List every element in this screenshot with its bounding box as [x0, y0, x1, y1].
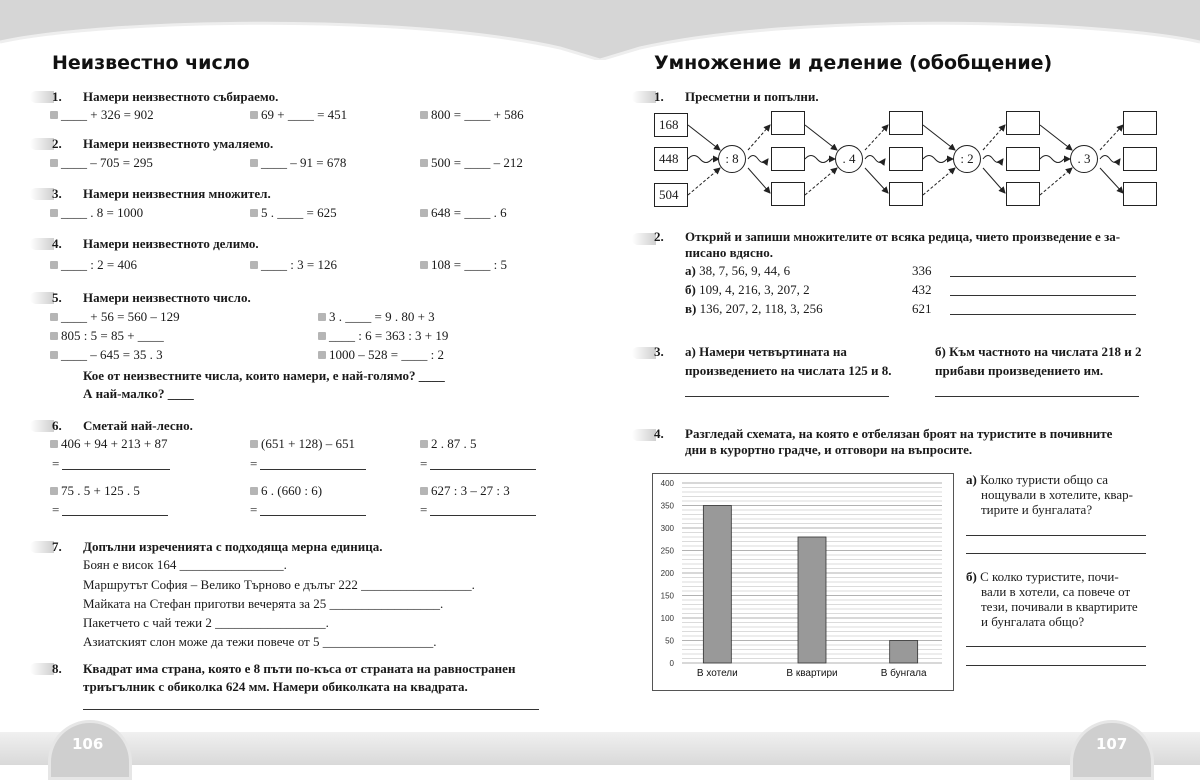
chart-x-label: В хотели: [696, 668, 738, 679]
task-item: ____ . 8 = 1000: [50, 205, 143, 221]
right-page-title: Умножение и деление (обобщение): [654, 52, 1053, 74]
answer-line: [83, 709, 539, 710]
exercise-number-badge: [30, 188, 54, 200]
exercise-number: 8.: [52, 661, 62, 676]
task-item: (651 + 128) – 651: [250, 436, 355, 452]
chart-y-tick-label: 0: [669, 659, 674, 668]
task-item: 5 . ____ = 625: [250, 205, 337, 221]
exercise-number-badge: [30, 420, 54, 432]
answer-box[interactable]: [1006, 147, 1040, 171]
exercise-number: 6.: [52, 418, 62, 433]
sentence-line: Боян е висок 164 ________________.: [83, 557, 287, 572]
exercise-number-badge: [30, 91, 54, 103]
exercise-number: 3.: [52, 186, 62, 201]
task-item: ____ + 56 = 560 – 129: [50, 309, 180, 325]
answer-box[interactable]: [1006, 182, 1040, 206]
answer-line: [62, 515, 168, 516]
exercise-text: триъгълник с обиколка 624 мм. Намери обиколката на квадрата.: [83, 679, 468, 694]
chart-y-tick-label: 50: [665, 636, 674, 646]
bullet-square-icon: [420, 261, 428, 269]
header-band: [0, 0, 1200, 60]
bullet-square-icon: [50, 351, 58, 359]
task-item: ____ : 2 = 406: [50, 257, 137, 273]
bullet-square-icon: [50, 332, 58, 340]
answer-box[interactable]: [889, 147, 923, 171]
bullet-square-icon: [250, 209, 258, 217]
exercise-text: дни в курортно градче, и отговори на въпросите.: [685, 442, 973, 457]
exercise-title: Намери неизвестното делимо.: [83, 236, 259, 251]
exercise-title: Пресметни и попълни.: [685, 89, 819, 104]
answer-box[interactable]: [1006, 111, 1040, 135]
answer-box[interactable]: [771, 182, 805, 206]
bullet-square-icon: [318, 313, 326, 321]
sentence-line: Майката на Стефан приготви вечерята за 25 _________________.: [83, 596, 444, 611]
equals-sign: =: [52, 456, 60, 471]
answer-line: [260, 469, 366, 470]
exercise-title: Намери неизвестното число.: [83, 290, 251, 305]
bullet-square-icon: [50, 209, 58, 217]
exercise-number: 7.: [52, 539, 62, 554]
task-item: 1000 – 528 = ____ : 2: [318, 347, 444, 363]
task-item: 108 = ____ : 5: [420, 257, 507, 273]
question-b-line: тези, почивали в квартирите: [981, 599, 1138, 614]
answer-box[interactable]: [771, 111, 805, 135]
task-item: ____ – 645 = 35 . 3: [50, 347, 163, 363]
exercise-number: 1.: [52, 89, 62, 104]
exercise-text: писано вдясно.: [685, 245, 773, 260]
answer-box[interactable]: [889, 111, 923, 135]
chart-x-labels: [697, 667, 927, 679]
task-item: ____ : 6 = 363 : 3 + 19: [318, 328, 448, 344]
chart-bar-2: [890, 641, 918, 664]
task-item: 406 + 94 + 213 + 87: [50, 436, 168, 452]
equals-sign: =: [420, 502, 428, 517]
exercise-title: Допълни изреченията с подходяща мерна единица.: [83, 539, 383, 554]
sequence-row: б) 109, 4, 216, 3, 207, 2: [685, 282, 810, 297]
exercise-text: Разгледай схемата, на която е отбелязан броят на туристите в почивните: [685, 426, 1113, 441]
sequence-row: а) 38, 7, 56, 9, 44, 6: [685, 263, 791, 278]
bullet-square-icon: [318, 332, 326, 340]
exercise-number: 3.: [654, 344, 664, 359]
answer-box[interactable]: [1123, 182, 1157, 206]
bullet-square-icon: [50, 440, 58, 448]
chart-y-tick-label: 400: [660, 479, 674, 488]
task-item: 627 : 3 – 27 : 3: [420, 483, 510, 499]
chart-y-tick-label: 150: [660, 591, 674, 601]
answer-box[interactable]: [889, 182, 923, 206]
sentence-line: Маршрутът София – Велико Търново е дълъг 222 _________________.: [83, 577, 475, 592]
chart-y-tick-label: 100: [660, 614, 674, 623]
operation-circle: : 2: [953, 145, 981, 173]
exercise-number: 1.: [654, 89, 664, 104]
bullet-square-icon: [420, 159, 428, 167]
exercise-text: а) Намери четвъртината на: [685, 344, 847, 359]
exercise-number: 2.: [52, 136, 62, 151]
answer-line: [430, 515, 536, 516]
task-item: 2 . 87 . 5: [420, 436, 477, 452]
exercise-number-badge: [30, 292, 54, 304]
answer-line: [62, 469, 170, 470]
bullet-square-icon: [50, 487, 58, 495]
question-line: Кое от неизвестните числа, които намери, е най-голямо? ____: [83, 368, 445, 383]
bullet-square-icon: [250, 159, 258, 167]
input-number-box: 504: [654, 183, 688, 207]
exercise-title: Намери неизвестното умаляемо.: [83, 136, 274, 151]
bullet-square-icon: [50, 159, 58, 167]
product-value: 621: [912, 301, 932, 316]
question-a-line: тирите и бунгалата?: [981, 502, 1093, 517]
bullet-square-icon: [50, 261, 58, 269]
chart-x-label: В бунгала: [880, 668, 927, 679]
exercise-number: 4.: [654, 426, 664, 441]
exercise-number-badge: [30, 663, 54, 675]
answer-line: [950, 314, 1136, 315]
task-item: 800 = ____ + 586: [420, 107, 524, 123]
chart-bar-0: [703, 506, 731, 664]
question-b-line: вали в хотели, са повече от: [981, 584, 1131, 599]
exercise-number-badge: [632, 91, 656, 103]
exercise-text: Открий и запиши множителите от всяка редица, чието произведение е за-: [685, 229, 1121, 244]
answer-line: [966, 535, 1146, 536]
answer-line: [966, 553, 1146, 554]
task-item: 648 = ____ . 6: [420, 205, 507, 221]
question-a-line: нощували в хотелите, квар-: [981, 487, 1133, 502]
input-number-box: 168: [654, 113, 688, 137]
task-item: ____ : 3 = 126: [250, 257, 337, 273]
question-a: а) Колко туристи общо са: [966, 472, 1109, 487]
chart-x-label: В квартири: [786, 668, 838, 679]
exercise-number: 5.: [52, 290, 62, 305]
question-b-line: и бунгалата общо?: [981, 614, 1085, 629]
exercise-number-badge: [30, 541, 54, 553]
exercise-number-badge: [632, 233, 656, 245]
page-number-right: 107: [1096, 735, 1128, 753]
page-number-left: 106: [72, 735, 104, 753]
answer-line: [950, 276, 1136, 277]
answer-line: [935, 396, 1139, 397]
operation-circle: : 8: [718, 145, 746, 173]
answer-line: [966, 646, 1146, 647]
answer-box[interactable]: [771, 147, 805, 171]
answer-line: [430, 469, 536, 470]
answer-box[interactable]: [1123, 147, 1157, 171]
exercise-text: прибави произведението им.: [935, 363, 1104, 378]
operation-circle: . 4: [835, 145, 863, 173]
question-line: А най-малко? ____: [83, 386, 194, 401]
answer-line: [966, 665, 1146, 666]
product-value: 336: [912, 263, 932, 278]
exercise-number-badge: [632, 347, 656, 359]
equals-sign: =: [420, 456, 428, 471]
tourists-bar-chart: [652, 473, 954, 691]
task-item: 500 = ____ – 212: [420, 155, 523, 171]
input-number-box: 448: [654, 147, 688, 171]
task-item: 3 . ____ = 9 . 80 + 3: [318, 309, 435, 325]
question-b: б) С колко туристите, почи-: [966, 569, 1119, 584]
task-item: ____ + 326 = 902: [50, 107, 154, 123]
bullet-square-icon: [250, 440, 258, 448]
bullet-square-icon: [420, 111, 428, 119]
operation-circle: . 3: [1070, 145, 1098, 173]
bullet-square-icon: [250, 111, 258, 119]
answer-line: [260, 515, 366, 516]
exercise-title: Намери неизвестното събираемо.: [83, 89, 279, 104]
chart-y-tick-label: 200: [660, 569, 674, 578]
footer-band: [0, 732, 1200, 765]
exercise-number-badge: [632, 429, 656, 441]
product-value: 432: [912, 282, 932, 297]
bullet-square-icon: [50, 313, 58, 321]
task-item: 75 . 5 + 125 . 5: [50, 483, 140, 499]
exercise-number: 4.: [52, 236, 62, 251]
exercise-text: Квадрат има страна, която е 8 пъти по-къса от страната на равностранен: [83, 661, 516, 676]
equals-sign: =: [250, 502, 258, 517]
task-item: ____ – 91 = 678: [250, 155, 346, 171]
exercise-title: Сметай най-лесно.: [83, 418, 193, 433]
chart-y-tick-label: 300: [660, 524, 674, 533]
sequence-row: в) 136, 207, 2, 118, 3, 256: [685, 301, 823, 316]
answer-line: [685, 396, 889, 397]
sentence-line: Азиатският слон може да тежи повече от 5 _________________.: [83, 634, 437, 649]
chart-y-tick-label: 250: [660, 546, 674, 556]
equals-sign: =: [250, 456, 258, 471]
sentence-line: Пакетчето с чай тежи 2 _________________.: [83, 615, 329, 630]
bullet-square-icon: [420, 209, 428, 217]
exercise-number: 2.: [654, 229, 664, 244]
bullet-square-icon: [250, 487, 258, 495]
task-item: 805 : 5 = 85 + ____: [50, 328, 164, 344]
bullet-square-icon: [420, 440, 428, 448]
answer-box[interactable]: [1123, 111, 1157, 135]
left-page-title: Неизвестно число: [52, 52, 250, 74]
bullet-square-icon: [250, 261, 258, 269]
chart-y-tick-label: 350: [660, 501, 674, 511]
bullet-square-icon: [318, 351, 326, 359]
exercise-number-badge: [30, 238, 54, 250]
answer-line: [950, 295, 1136, 296]
task-item: 69 + ____ = 451: [250, 107, 347, 123]
exercise-text: б) Към частното на числата 218 и 2: [935, 344, 1142, 359]
task-item: ____ – 705 = 295: [50, 155, 153, 171]
chart-bar-1: [798, 537, 826, 663]
task-item: 6 . (660 : 6): [250, 483, 322, 499]
bullet-square-icon: [420, 487, 428, 495]
exercise-text: произведението на числата 125 и 8.: [685, 363, 892, 378]
exercise-number-badge: [30, 138, 54, 150]
exercise-title: Намери неизвестния множител.: [83, 186, 271, 201]
equals-sign: =: [52, 502, 60, 517]
bullet-square-icon: [50, 111, 58, 119]
